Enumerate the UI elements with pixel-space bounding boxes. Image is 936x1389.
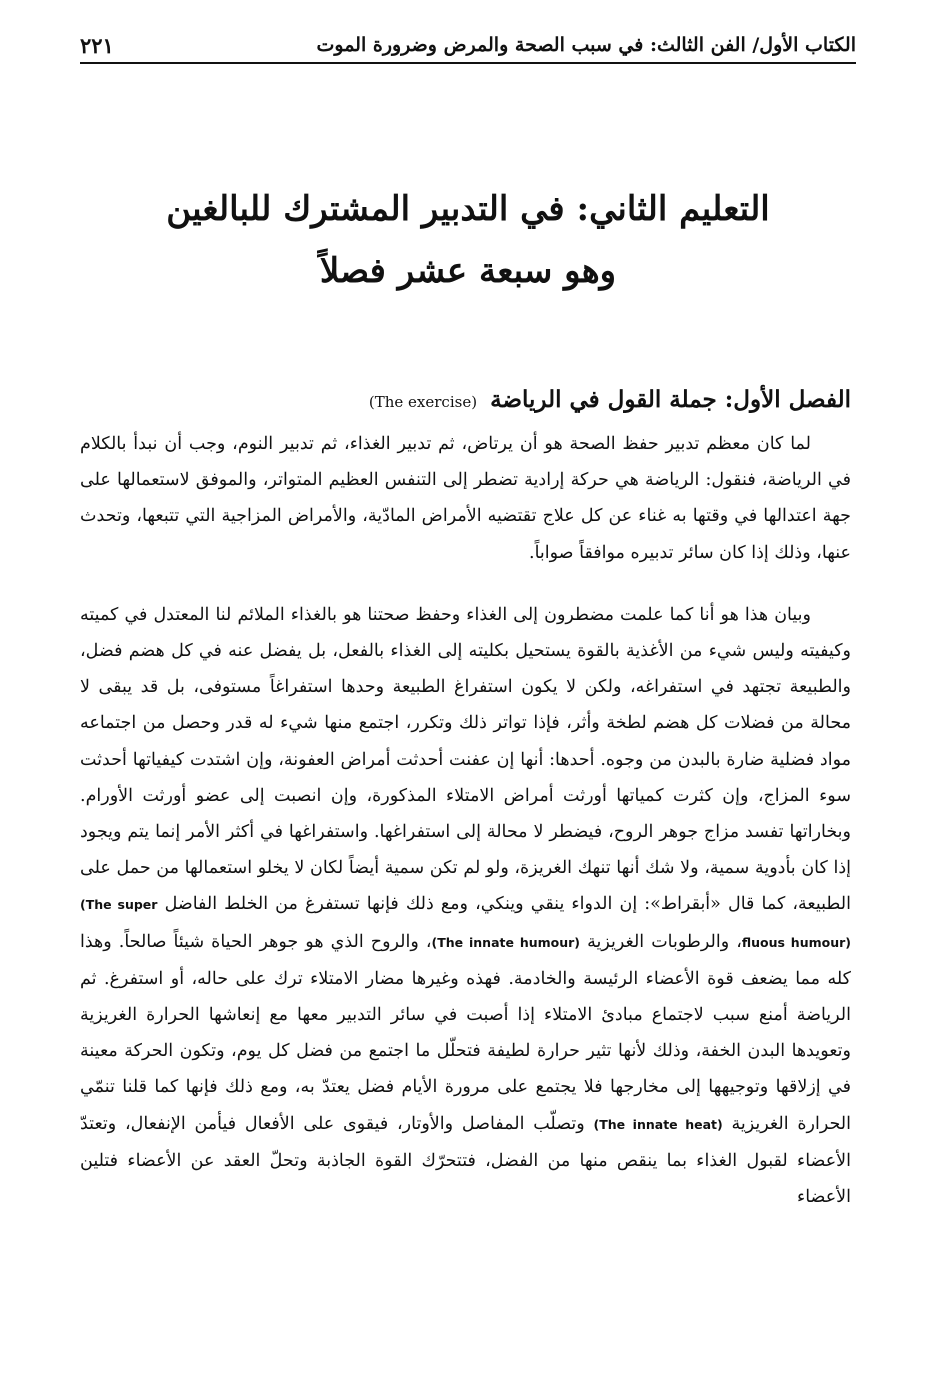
section-title-line-2: وهو سبعة عشر فصلاً: [319, 251, 617, 291]
page-number: ٢٢١: [80, 32, 114, 58]
paragraph-2-part-1: وبيان هذا هو أنا كما علمت مضطرون إلى الغذاء وحفظ صحتنا هو بالغذاء الملائم لنا المعتدل في كميته وكيفيته وليس شيء من الأغذية بالقوة يستحيل بكليته إلى الغذاء بالفعل، بل يفضل عنه في كل هضم فضل، والطبيعة تجتهد في استفراغه، ولكن لا يكون استفراغ الطبيعة وحدها استفراغاً مستوفى، بل قد يبقى لا محالة من فضلات كل هضم لطخة وأثر، فإذا تواتر ذلك وتكرر، اجتمع منها شيء له قدر وحصل من اجتماعه مواد فضلية ضارة بالبدن من وجوه. أحدها: أنها إن عفنت أحدثت أمراض العفونة، وإن اشتدت كيفياتها أحدثت سوء المزاج، وإن كثرت كمياتها أورثت أمراض الامتلاء المذكورة، وإن انصبت إلى عضو أورثت الأورام. وبخاراتها تفسد مزاج جوهر الروح، فيضطر لا محالة إلى استفراغها. واستفراغها في أكثر الأمر إنما يتم ويجود إذا كان بأدوية سمية، ولا شك أنها تنهك الغريزة، ولو لم تكن سمية أيضاً لكان لا يخلو استعمالها من حمل على الطبيعة، كما قال «أبقراط»: إن الدواء ينقي وينكي، ومع ذلك فإنها تستفرغ من الخلط الفاضل: [80, 604, 851, 915]
english-term-innate-humour: (The innate humour): [431, 934, 580, 950]
section-title: [80, 178, 856, 302]
english-term-superfluous-humour: (The super fluous humour): [80, 897, 851, 950]
paragraph-2-part-2: ، والرطوبات الغريزية: [587, 931, 742, 952]
running-head: [80, 28, 856, 64]
english-term-innate-heat: (The innate heat): [593, 1116, 723, 1132]
running-head-title: الكتاب الأول/ الفن الثالث: في سبب الصحة والمرض وضرورة الموت: [316, 34, 856, 56]
chapter-heading: [80, 380, 851, 422]
chapter-heading-arabic: الفصل الأول: جملة القول في الرياضة: [490, 386, 851, 413]
section-title-line-1: التعليم الثاني: في التدبير المشترك للبالغين: [166, 189, 770, 229]
paragraph-2-part-4: وتصلّب المفاصل والأوتار، فيقوى على الأفعال فيأمن الإنفعال، وتعتدّ الأعضاء لقبول الغذاء بما ينقص منها من الفضل، فتتحرّك القوة الجاذبة وتحلّ العقد عن الأعضاء فتلين الأعضاء: [80, 1113, 851, 1208]
paragraph-2: [80, 597, 851, 1215]
paragraph-1: لما كان معظم تدبير حفظ الصحة هو أن يرتاض، ثم تدبير الغذاء، ثم تدبير النوم، وجب أن نبدأ بالكلام في الرياضة، فنقول: الرياضة هي حركة إرادية تضطر إلى التنفس العظيم المتواتر، والموفق لاستعمالها على جهة اعتدالها في وقتها به غناء عن كل علاج تقتضيه الأمراض المادّية، والأمراض المزاجية التي تتبعها، وتحدث عنها، وذلك إذا كان سائر تدبيره موافقاً صواباً.: [80, 434, 851, 563]
chapter-heading-english: (The exercise): [368, 393, 478, 411]
body-text: [80, 426, 851, 1215]
paragraph-2-part-3: ، والروح الذي هو جوهر الحياة شيئاً صالحاً. وهذا كله مما يضعف قوة الأعضاء الرئيسة والخادمة. فهذه وغيرها مضار الامتلاء ترك على حاله، أو استفرغ. ثم الرياضة أمنع سبب لاجتماع مبادئ الامتلاء إذا أصبت في سائر التدبير معها مع إنعاشها الحرارة الغريزية وتعويدها البدن الخفة، وذلك لأنها تثير حرارة لطيفة فتحلّل ما اجتمع من فضل كل يوم، وتكون الحركة معينة في إزلاقها وتوجيهها إلى مخارجها فلا يجتمع على مرورة الأيام فضل يعتدّ به، ومع ذلك فإنها كما قلنا تنمّي الحرارة الغريزية: [80, 931, 851, 1134]
